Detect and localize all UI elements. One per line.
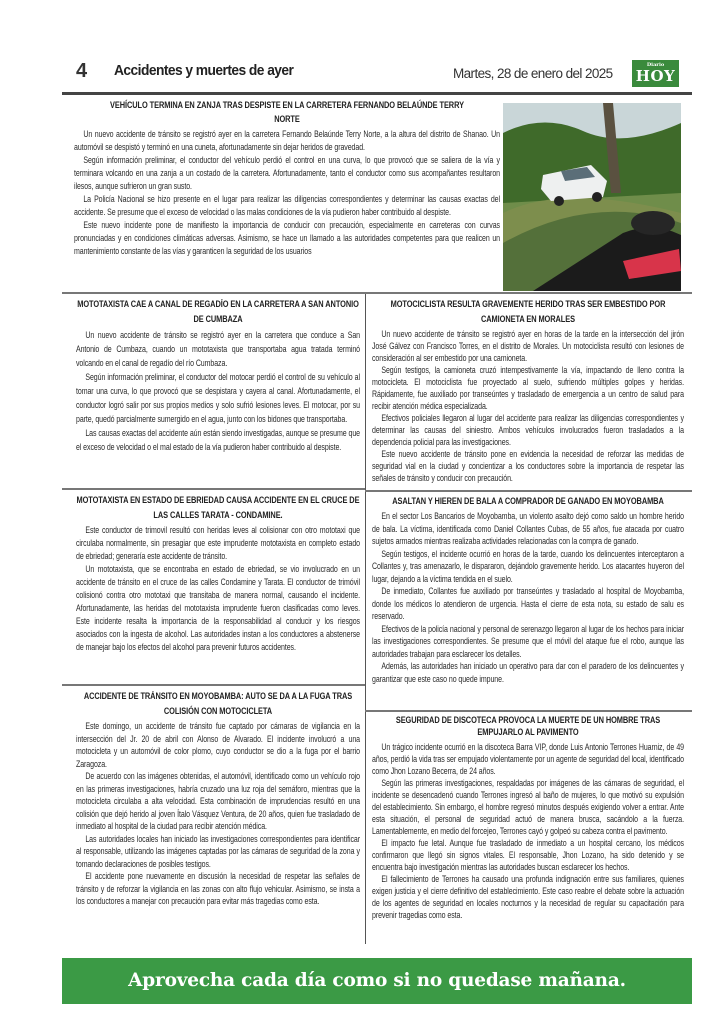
article-paragraph: Un nuevo accidente de tránsito se registró ayer en la carretera que conduce a San Antonio de Cumbaza, cuando un mototaxista que transportaba agua tratada terminó volcando en el canal de regadío del río Cumbaza. xyxy=(76,330,360,368)
article-asalto-ganado xyxy=(372,494,684,685)
motto-banner: Aprovecha cada día como si no quedase mañana. xyxy=(62,958,692,1004)
article-paragraph: De acuerdo con las imágenes obtenidas, el automóvil, identificado como un vehículo rojo en las primeras investigaciones, habría cruzado una luz roja del semáforo, mientras que la motocicleta circulaba a alta velocidad. Esta combinación de imprudencias resultó en una colisión que dejó herido al joven Ítalo Vásquez Ventura, de 20 años, quien fue trasladado de inmediato al hospital de la ciudad para recibir atención médica. xyxy=(76,771,360,831)
article-paragraph: Este conductor de trimovil resultó con heridas leves al colisionar con otro mototaxi que circulaba normalmente, sin presagiar que este imprudente mototaxista en completo estado de ebriedad; generaría este accidente de tránsito. xyxy=(76,525,360,561)
article-paragraph: La Policía Nacional se hizo presente en el lugar para realizar las diligencias correspondientes y determinar las causas exactas del accidente. Se presume que el exceso de velocidad o las malas condiciones de la vía pudieron haber contribuido al despiste. xyxy=(74,194,500,217)
article-moyobamba-fuga xyxy=(76,689,360,908)
diario-hoy-logo xyxy=(632,60,679,87)
article-paragraph: Según testigos, la camioneta cruzó intempestivamente la vía, impactando de lleno contra la motocicleta. El motociclista fue proyectado al suelo, sufriendo múltiples golpes y heridas. Rápidamente, fue auxiliado por transeúntes y trasladado de emergencia a un centro de salud para recibir atención médica especializada. xyxy=(372,365,684,411)
article-paragraph: Según testigos, el incidente ocurrió en horas de la tarde, cuando los delincuentes interceptaron a Collantes y, tras amenazarlo, le dispararon, dejándolo gravemente herido. Los atacantes huyeron del lugar, dejando a la víctima tendida en el suelo. xyxy=(372,548,684,584)
divider xyxy=(62,292,692,294)
article-paragraph: Un mototaxista, que se encontraba en estado de ebriedad, se vio involucrado en un accidente de tránsito en el cruce de las calles Condamine y Tarata. El conductor de trimóvil colisionó contra otro mototaxi que transitaba de manera normal, causando el incidente. Afortunadamente, las heridas del mototaxista imprudente fueron clasificadas como leves. Este incidente resalta la importancia de la responsabilidad al conducir y los riesgos asociados con la ingesta de alcohol. Las autoridades instan a los conductores a abstenerse de manejar bajo los efectos del alcohol para prevenir futuros accidentes. xyxy=(76,564,360,652)
divider xyxy=(365,710,692,712)
article-title: SEGURIDAD DE DISCOTECA PROVOCA LA MUERTE DE UN HOMBRE TRAS EMPUJARLO AL PAVIMENTO xyxy=(395,715,661,738)
article-motociclista-morales xyxy=(372,297,684,484)
article-paragraph: Además, las autoridades han iniciado un operativo para dar con el paradero de los delincuentes y garantizar que este caso no quede impune. xyxy=(372,661,684,684)
article-title: MOTOTAXISTA EN ESTADO DE EBRIEDAD CAUSA ACCIDENTE EN EL CRUCE DE LAS CALLES TARATA - CONDAMINE. xyxy=(76,495,360,521)
article-paragraph: Según información preliminar, el conductor del vehículo perdió el control en una curva, lo que provocó que se saliera de la vía y terminara volcando en una zanja a un costado de la carretera. Afortunadamente, tanto el conductor como sus acompañantes resultaron ilesos, aunque sufrieron un gran susto. xyxy=(74,155,500,191)
logo-big-text: HOY xyxy=(635,67,676,85)
article-paragraph: En el sector Los Bancarios de Moyobamba, un violento asalto dejó como saldo un hombre herido de bala. La víctima, identificada como Daniel Collantes Cubas, de 55 años, fue atacada por cuatro sujetos armados mientras realizaba actividades relacionadas con la compra de ganado. xyxy=(372,511,684,546)
article-paragraph: Según las primeras investigaciones, respaldadas por imágenes de las cámaras de seguridad, el incidente se desencadenó cuando Terrones ingresó al baño de mujeres, lo que motivó su expulsión del establecimiento. Sin embargo, el hombre regresó minutos después exigiendo volver a entrar. Ante esta situación, el personal de seguridad actuó de manera brusca, sacándolo a la fuerza. Lamentablemente, en medio del forcejeo, Terrones cayó y golpeó su cabeza contra el pavimento. xyxy=(372,778,684,836)
article-vehiculo-zanja xyxy=(74,99,500,258)
article-paragraph: Según información preliminar, el conductor del motocar perdió el control de su vehículo al tomar una curva, lo que provocó que se despistara y cayera al canal. Afortunadamente, el conductor logró salir por sus propios medios y solo sufrió lesiones leves. El motocar, por su parte, quedó parcialmente sumergido en el agua, junto con los bidones que transportaba. xyxy=(76,372,360,424)
article-title: ASALTAN Y HIEREN DE BALA A COMPRADOR DE GANADO EN MOYOBAMBA xyxy=(392,496,664,507)
page-header xyxy=(62,56,692,90)
article-paragraph: Un nuevo accidente de tránsito se registró ayer en horas de la tarde en la intersección del jirón José Gálvez con Francisco Torres, en el distrito de Morales. Un motociclista resultó con lesiones de consideración al ser embestido por una camioneta. xyxy=(372,329,684,363)
article-paragraph: El accidente pone nuevamente en discusión la necesidad de respetar las señales de tránsito y de reforzar la vigilancia en las zonas con alto flujo vehicular. Asimismo, se insta a los conductores a manejar con precaución para evitar más tragedias como esta. xyxy=(76,871,360,906)
article-discoteca xyxy=(372,715,684,921)
article-title: VEHÍCULO TERMINA EN ZANJA TRAS DESPISTE EN LA CARRETERA FERNANDO BELAÚNDE TERRY NORTE xyxy=(110,100,464,125)
article-paragraph: El fallecimiento de Terrones ha causado una profunda indignación entre sus familiares, quienes exigen justicia y el cierre definitivo del establecimiento. Este caso reabre el debate sobre la actuación de los agentes de seguridad en locales nocturnos y la necesidad de regular su capacitación para prevenir tragedias como esta. xyxy=(372,874,684,920)
divider xyxy=(365,490,692,492)
page-number: 4 xyxy=(76,60,88,82)
article-paragraph: Efectivos de la policía nacional y personal de serenazgo llegaron al lugar de los hechos para iniciar las investigaciones correspondientes. Se presume que el móvil del ataque fue el robo, aunque las autoridades trabajan para esclarecer los detalles. xyxy=(372,623,684,659)
article-body xyxy=(76,297,360,454)
article-mototaxista-ebriedad xyxy=(76,493,360,654)
divider xyxy=(62,684,365,686)
article-title: MOTOTAXISTA CAE A CANAL DE REGADÍO EN LA CARRETERA A SAN ANTONIO DE CUMBAZA xyxy=(77,299,359,325)
article-body xyxy=(372,494,684,685)
article-title: MOTOCICLISTA RESULTA GRAVEMENTE HERIDO TRAS SER EMBESTIDO POR CAMIONETA EN MORALES xyxy=(390,299,666,325)
article-paragraph: Este domingo, un accidente de tránsito fue captado por cámaras de vigilancia en la intersección del Jr. 20 de abril con Alonso de Alvarado. El incidente involucró a una motocicleta y un automóvil de color plomo, cuyo conductor se dio a la fuga por el barrio Zaragoza. xyxy=(76,721,360,769)
article-body xyxy=(76,493,360,654)
article-paragraph: El impacto fue letal. Aunque fue trasladado de inmediato a un hospital cercano, los médicos confirmaron que llegó sin signos vitales. El responsable, Jhon Lozano, ha sido detenido y se encuentra bajo investigación mientras las autoridades buscan esclarecer los hechos. xyxy=(372,838,684,872)
article-paragraph: Este nuevo incidente pone de manifiesto la importancia de conducir con precaución, especialmente en carreteras con curvas pronunciadas y en condiciones climáticas adversas. Asimismo, se hace un llamado a las autoridades competentes para que realicen un mantenimiento constante de las vías y garanticen la seguridad de los usuarios xyxy=(74,220,500,256)
article-body xyxy=(74,99,500,258)
article-body xyxy=(372,715,684,921)
article-paragraph: Las causas exactas del accidente aún están siendo investigadas, aunque se presume que el exceso de velocidad o el mal estado de la vía pudieron haber contribuido al despiste. xyxy=(76,428,360,452)
article-paragraph: Un nuevo accidente de tránsito se registró ayer en la carretera Fernando Belaúnde Terry Norte, a la altura del distrito de Shanao. Un automóvil se despistó y terminó en una cuneta, afortunadamente sin dejar heridos de gravedad. xyxy=(74,129,500,152)
column-divider xyxy=(365,294,366,944)
article-paragraph: Efectivos policiales llegaron al lugar del accidente para realizar las diligencias correspondientes y determinar las causas del siniestro. Ambos vehículos involucrados fueron trasladados a la dependencia policial para las investigaciones. xyxy=(372,413,684,447)
article-body xyxy=(372,297,684,484)
section-title: Accidentes y muertes de ayer xyxy=(114,62,294,79)
accident-photo xyxy=(503,103,681,291)
logo-small-text: Diario xyxy=(646,62,665,68)
issue-date: Martes, 28 de enero del 2025 xyxy=(453,66,613,81)
article-title: ACCIDENTE DE TRÁNSITO EN MOYOBAMBA: AUTO SE DA A LA FUGA TRAS COLISIÓN CON MOTOCICLETA xyxy=(83,691,353,717)
article-paragraph: Las autoridades locales han iniciado las investigaciones correspondientes para identificar al responsable, utilizando las imágenes captadas por las cámaras de seguridad de la zona y tomando declaraciones de posibles testigos. xyxy=(76,833,360,869)
header-rule xyxy=(62,92,692,95)
article-paragraph: De inmediato, Collantes fue auxiliado por transeúntes y trasladado al hospital de Moyobamba, donde los médicos lo atendieron de urgencia. Hasta el cierre de esta nota, su estado de salu es reservado. xyxy=(372,586,684,621)
article-paragraph: Un trágico incidente ocurrió en la discoteca Barra VIP, donde Luis Antonio Terrones Huarniz, de 49 años, perdió la vida tras ser empujado violentamente por un agente de seguridad del local, identificado como Jhon Lozano Becerra, de 24 años. xyxy=(372,742,684,776)
article-paragraph: Este nuevo accidente de tránsito pone en evidencia la necesidad de reforzar las medidas de seguridad vial en la ciudad y concientizar a los conductores sobre la importancia de respetar las señales de tránsito y conducir con precaución. xyxy=(372,449,684,483)
article-mototaxista-canal xyxy=(76,297,360,454)
article-body xyxy=(76,689,360,908)
divider xyxy=(62,488,365,490)
